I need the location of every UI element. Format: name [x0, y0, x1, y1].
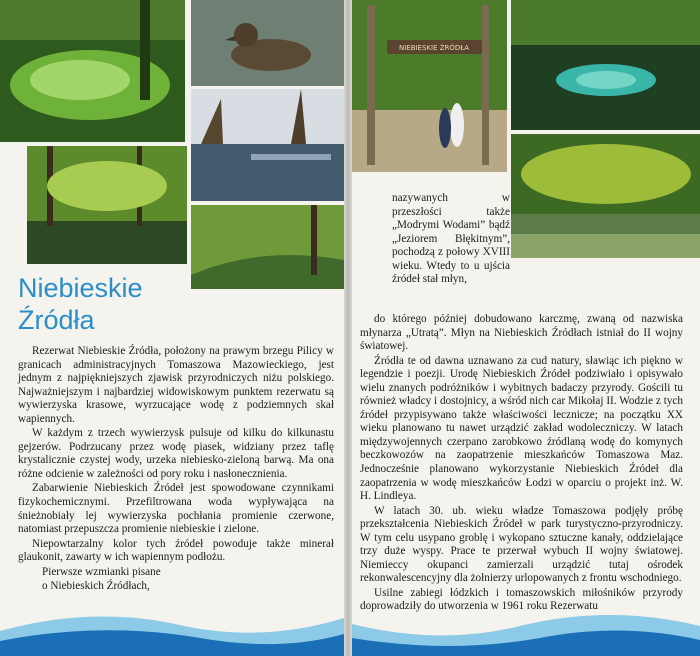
paragraph: Niepowtarzalny kolor tych źródeł powoduje także minerał glaukonit, zawarty w ich wapiennym podłożu. — [18, 537, 334, 564]
paragraph: Źródła te od dawna uznawano za cud natury, sławiąc ich piękno w legendzie i poezji. Urodę Niebieskich Źródeł podziwiało i opisywało wielu znanych podróżników i wybitnych badaczy przyrody. Gościli tu również władcy i dostojnicy, a wśród nich car Mikołaj II. Wodzie z tych źródeł przypisywano także właściwości lecznicze; na początku XX wieku planowano tu nawet urządzić zakład wodoleczniczy. W latach międzywojennych czerpano zarobkowo źródlaną wodę do komynych beczkowozów na zaopatrzenie mieszkańców Tomaszowa Maz. Jednocześnie planowano wykorzystanie Niebieskich Źródeł dla zaopatrzenia w wodę mieszkańców Łodzi w oparciu o projekt inż. W. H. Lindleya. — [360, 354, 683, 503]
left-text-column — [18, 345, 334, 594]
paragraph: Usilne zabiegi łódzkich i tomaszowskich miłośników przyrody doprowadziły do utworzenia w 1961 roku Rezerwatu — [360, 586, 683, 613]
signpost-photo-icon — [352, 0, 507, 172]
duck-photo-icon — [191, 0, 344, 86]
river-photo-icon — [191, 89, 344, 201]
turquoise-spring-photo-icon — [511, 0, 700, 130]
title-line-2: Źródła — [18, 305, 95, 335]
paragraph: Zabarwienie Niebieskich Źródeł jest spowodowane czynnikami fizykochemicznymi. Przefiltrowana woda wypływająca na śnieżnobiały lej wywierzyska pochłania promienie czerwone, natomiast przepuszcza promienie niebieskie i zielone. — [18, 482, 334, 536]
right-top-paragraph: nazywanych w przeszłości także „Modrymi Wodami” bądź „Jeziorem Błękitnym”, pochodzą z połowy XVIII wieku. Wtedy to u ujścia źródeł stał młyn, — [392, 192, 510, 286]
page-spine — [344, 0, 352, 656]
bottom-wave-decoration — [0, 586, 700, 656]
paragraph: do którego później dobudowano karczmę, zwaną od nazwiska młynarza „Utratą”. Młyn na Niebieskich Źródłach istniał do II wojny światowej. — [360, 313, 683, 353]
paragraph: Rezerwat Niebieskie Źródła, położony na prawym brzegu Pilicy w granicach administracyjnych Tomaszowa Mazowieckiego, jest jednym z najpiękniejszych zjawisk przyrodniczych niżu polskiego. Najważniejszym i najbardziej widowiskowym punktem rezerwatu są wywierzyska krasowe, wyrzucające wodę z podziemnych skał wapiennych. — [18, 345, 334, 425]
paragraph: W każdym z trzech wywierzysk pulsuje od kilku do kilkunastu gejzerów. Podrzucany przez wodę piasek, widziany przez taflę krystalicznie czystej wody, urzeka niebiesko-zieloną barwą. Ma ona różne odcienie w zależności od pory roku i nasłonecznienia. — [18, 427, 334, 480]
right-text-column — [360, 313, 683, 614]
paragraph: Pierwsze wzmianki pisane — [42, 565, 161, 578]
green-spring-photo-icon — [0, 0, 185, 142]
title-line-1: Niebieskie — [18, 273, 143, 303]
paragraph: W latach 30. ub. wieku władze Tomaszowa podjęły próbę przekształcenia Niebieskich Źródeł w park turystyczno-przyrodniczy. W tym celu usypano groblę i wykopano sztuczne kanały, oddzielające trzy duże wyspy. Prace te przerwał wybuch II wojny światowej. Niemieccy okupanci zamierzali urządzić tutaj ośrodek rekonwalescencyjny dla żołnierzy urlopowanych z frontu wschodniego. — [360, 504, 683, 585]
paragraph: o Niebieskich Źródłach, — [42, 580, 150, 593]
forest-pond-photo-icon — [27, 146, 187, 264]
page-title — [18, 272, 218, 336]
signpost-text: NIEBIESKIE ŹRÓDŁA — [398, 44, 470, 52]
lake-photo-icon — [511, 134, 700, 258]
